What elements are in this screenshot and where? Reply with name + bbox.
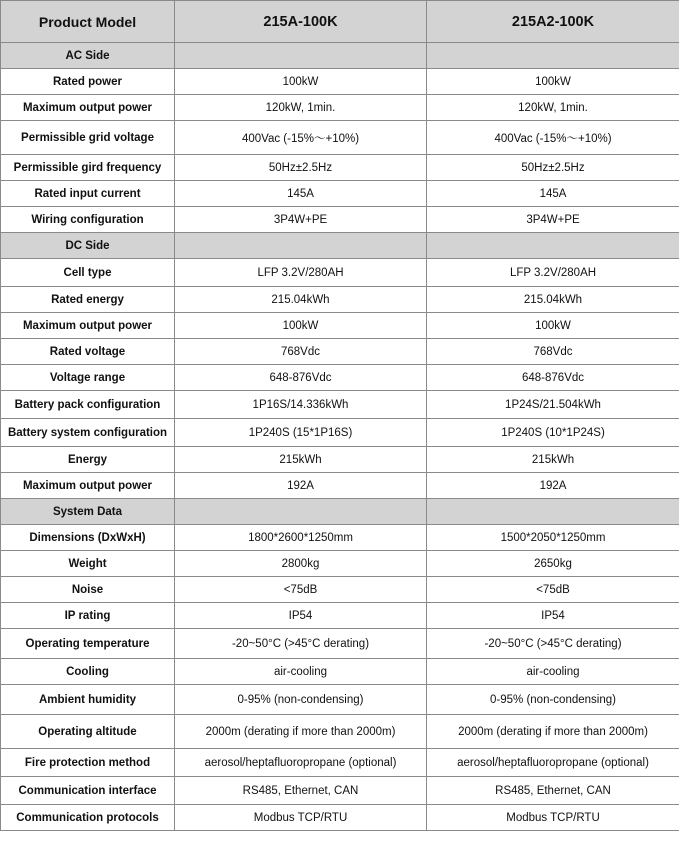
section-row [1, 233, 679, 259]
row-label: Operating temperature [1, 629, 175, 659]
section-empty-cell [427, 233, 679, 259]
row-label: Communication protocols [1, 805, 175, 831]
table-row [1, 313, 679, 339]
row-label: Dimensions (DxWxH) [1, 525, 175, 551]
table-row [1, 121, 679, 155]
value-cell: 120kW, 1min. [427, 95, 679, 121]
section-empty-cell [175, 43, 427, 69]
value-cell: 400Vac (-15%～+10%) [427, 121, 679, 155]
value-cell: <75dB [427, 577, 679, 603]
value-cell: 50Hz±2.5Hz [175, 155, 427, 181]
value-cell: 1800*2600*1250mm [175, 525, 427, 551]
value-cell: air-cooling [175, 659, 427, 685]
table-row [1, 181, 679, 207]
model-name: 215A-100K [175, 1, 427, 43]
section-empty-cell [175, 233, 427, 259]
value-cell: 3P4W+PE [175, 207, 427, 233]
value-cell: LFP 3.2V/280AH [175, 259, 427, 287]
model-name: 215A2-100K [427, 1, 679, 43]
spec-body [1, 43, 679, 831]
table-row [1, 419, 679, 447]
row-label: Permissible grid voltage [1, 121, 175, 155]
row-label: Rated voltage [1, 339, 175, 365]
table-row [1, 447, 679, 473]
table-row [1, 805, 679, 831]
value-cell: 192A [175, 473, 427, 499]
row-label: Rated energy [1, 287, 175, 313]
row-label: Battery pack configuration [1, 391, 175, 419]
value-cell: 145A [175, 181, 427, 207]
table-row [1, 365, 679, 391]
table-row [1, 577, 679, 603]
value-cell: 648-876Vdc [175, 365, 427, 391]
section-label: DC Side [1, 233, 175, 259]
row-label: Noise [1, 577, 175, 603]
value-cell: 0-95% (non-condensing) [175, 685, 427, 715]
row-label: Rated input current [1, 181, 175, 207]
section-label: AC Side [1, 43, 175, 69]
row-label: Communication interface [1, 777, 175, 805]
row-label: Fire protection method [1, 749, 175, 777]
table-row [1, 603, 679, 629]
value-cell: aerosol/heptafluoropropane (optional) [427, 749, 679, 777]
row-label: Maximum output power [1, 313, 175, 339]
value-cell: RS485, Ethernet, CAN [427, 777, 679, 805]
value-cell: 1500*2050*1250mm [427, 525, 679, 551]
value-cell: 2650kg [427, 551, 679, 577]
value-cell: RS485, Ethernet, CAN [175, 777, 427, 805]
value-cell: Modbus TCP/RTU [175, 805, 427, 831]
value-cell: 400Vac (-15%～+10%) [175, 121, 427, 155]
table-row [1, 287, 679, 313]
table-row [1, 339, 679, 365]
row-label: Wiring configuration [1, 207, 175, 233]
row-label: Battery system configuration [1, 419, 175, 447]
row-label: Permissible gird frequency [1, 155, 175, 181]
value-cell: LFP 3.2V/280AH [427, 259, 679, 287]
row-label: Energy [1, 447, 175, 473]
value-cell: -20~50°C (>45°C derating) [175, 629, 427, 659]
row-label: Maximum output power [1, 473, 175, 499]
value-cell: 648-876Vdc [427, 365, 679, 391]
table-row [1, 551, 679, 577]
table-row [1, 659, 679, 685]
table-row [1, 749, 679, 777]
value-cell: 215.04kWh [175, 287, 427, 313]
row-label: Cooling [1, 659, 175, 685]
section-row [1, 499, 679, 525]
value-cell: IP54 [175, 603, 427, 629]
value-cell: 768Vdc [175, 339, 427, 365]
value-cell: 0-95% (non-condensing) [427, 685, 679, 715]
row-label: Operating altitude [1, 715, 175, 749]
table-row [1, 629, 679, 659]
table-row [1, 473, 679, 499]
section-row [1, 43, 679, 69]
row-label: Ambient humidity [1, 685, 175, 715]
table-row [1, 69, 679, 95]
row-label: Cell type [1, 259, 175, 287]
value-cell: 2000m (derating if more than 2000m) [175, 715, 427, 749]
header-row [1, 1, 679, 43]
value-cell: Modbus TCP/RTU [427, 805, 679, 831]
value-cell: 215kWh [427, 447, 679, 473]
value-cell: 3P4W+PE [427, 207, 679, 233]
value-cell: 215.04kWh [427, 287, 679, 313]
header-label: Product Model [1, 1, 175, 43]
value-cell: 50Hz±2.5Hz [427, 155, 679, 181]
value-cell: aerosol/heptafluoropropane (optional) [175, 749, 427, 777]
value-cell: 1P16S/14.336kWh [175, 391, 427, 419]
row-label: IP rating [1, 603, 175, 629]
table-row [1, 525, 679, 551]
value-cell: 100kW [427, 69, 679, 95]
value-cell: IP54 [427, 603, 679, 629]
row-label: Weight [1, 551, 175, 577]
value-cell: 1P240S (15*1P16S) [175, 419, 427, 447]
value-cell: 1P24S/21.504kWh [427, 391, 679, 419]
value-cell: -20~50°C (>45°C derating) [427, 629, 679, 659]
row-label: Maximum output power [1, 95, 175, 121]
table-row [1, 715, 679, 749]
table-row [1, 155, 679, 181]
row-label: Rated power [1, 69, 175, 95]
table-row [1, 685, 679, 715]
table-row [1, 207, 679, 233]
value-cell: 100kW [427, 313, 679, 339]
table-row [1, 391, 679, 419]
value-cell: air-cooling [427, 659, 679, 685]
row-label: Voltage range [1, 365, 175, 391]
value-cell: 215kWh [175, 447, 427, 473]
value-cell: 120kW, 1min. [175, 95, 427, 121]
table-row [1, 777, 679, 805]
value-cell: 768Vdc [427, 339, 679, 365]
value-cell: 2000m (derating if more than 2000m) [427, 715, 679, 749]
value-cell: 100kW [175, 313, 427, 339]
value-cell: 1P240S (10*1P24S) [427, 419, 679, 447]
section-empty-cell [175, 499, 427, 525]
value-cell: <75dB [175, 577, 427, 603]
value-cell: 2800kg [175, 551, 427, 577]
section-empty-cell [427, 499, 679, 525]
table-row [1, 259, 679, 287]
value-cell: 145A [427, 181, 679, 207]
table-row [1, 95, 679, 121]
value-cell: 100kW [175, 69, 427, 95]
value-cell: 192A [427, 473, 679, 499]
section-label: System Data [1, 499, 175, 525]
section-empty-cell [427, 43, 679, 69]
